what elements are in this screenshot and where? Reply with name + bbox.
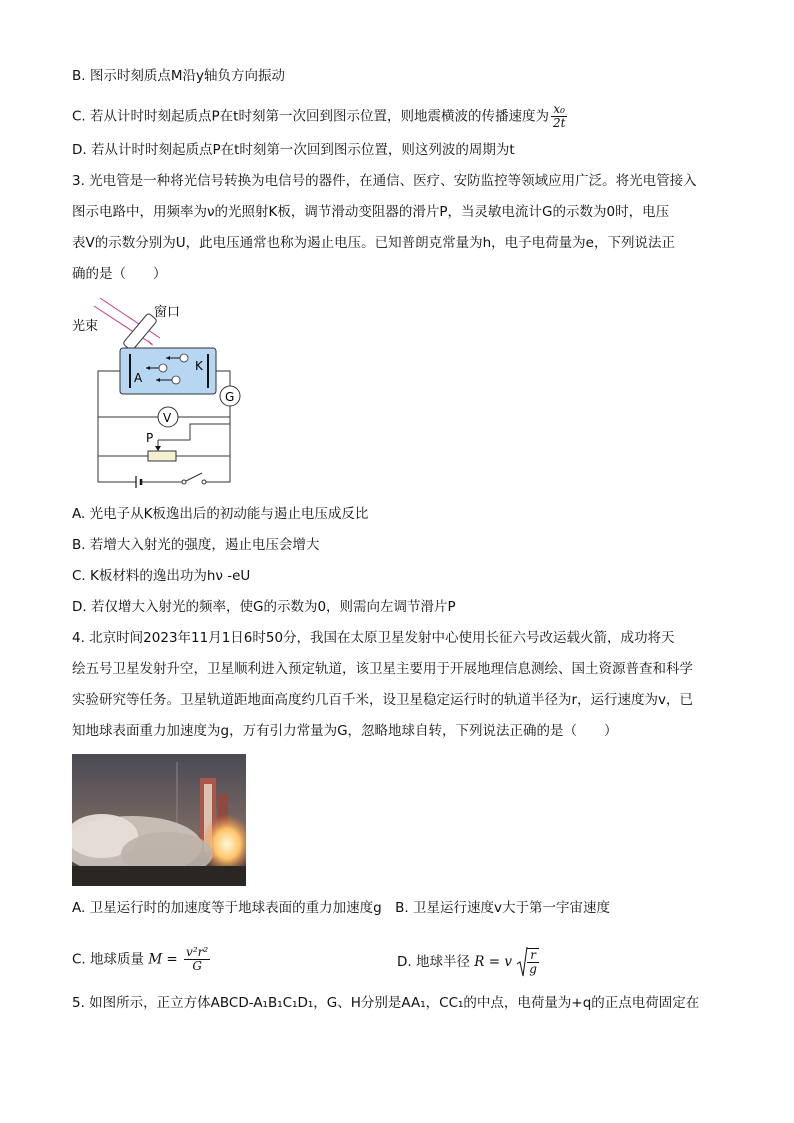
fraction-denominator: 2t [552,116,566,130]
q4-option-d [397,946,541,978]
fraction-numerator: r [530,948,536,962]
q3-option-b: B. 若增大入射光的强度，遏止电压会增大 [72,537,320,553]
q3-option-d: D. 若仅增大入射光的频率，使G的示数为0，则需向左调节滑片P [72,599,456,615]
q2-option-c-fraction [551,103,567,130]
photoelectric-circuit-diagram [70,296,250,494]
plate-a-label: A [134,371,143,385]
q4-stem-line-4: 知地球表面重力加速度为g，万有引力常量为G，忽略地球自转，下列说法正确的是（ ） [72,723,618,739]
q4-stem-line-3: 实验研究等任务。卫星轨道距地面高度约几百千米，设卫星稳定运行时的轨道半径为r，运行速度为v，已 [72,692,694,708]
tube-window [123,313,158,351]
rocket-launch-photo [72,754,246,886]
voltmeter-label: V [163,411,172,425]
switch [182,480,186,484]
q4-option-c-lhs: M = [148,951,178,968]
circuit-wire [216,371,230,386]
rheostat [148,451,176,461]
square-root-sign [516,946,541,978]
q3-stem-line-3: 表V的示数分别为U，此电压通常也称为遏止电压。已知普朗克常量为h，电子电荷量为e，下列说法正 [72,235,675,251]
plate-k-label: K [195,359,203,373]
q4-option-d-text: D. 地球半径 [397,954,470,970]
q5-stem-line-1: 5. 如图所示，正立方体ABCD-A₁B₁C₁D₁，G、H分别是AA₁，CC₁的中点，电荷量为+q的正点电荷固定在 [72,995,700,1011]
q4-stem-line-2: 绘五号卫星发射升空，卫星顺利进入预定轨道，该卫星主要用于开展地理信息测绘、国土资源普查和科学 [72,661,693,677]
q4-option-c-fraction [184,946,210,973]
fraction-numerator: x₀ [553,102,565,116]
q4-option-ab: A. 卫星运行时的加速度等于地球表面的重力加速度g B. 卫星运行速度v大于第一宇宙速度 [72,900,610,916]
q2-option-c-text: C. 若从计时时刻起质点P在t时刻第一次回到图示位置，则地震横波的传播速度为 [72,108,549,125]
window-label: 窗口 [154,305,181,320]
q3-option-c: C. K板材料的逸出功为hν -eU [72,568,251,584]
q3-stem-line-1: 3. 光电管是一种将光信号转换为电信号的器件，在通信、医疗、安防监控等领域应用广泛。将光电管接入 [72,173,697,189]
q4-option-d-lhs: R = v [474,954,512,970]
q4-stem-line-1: 4. 北京时间2023年11月1日6时50分，我国在太原卫星发射中心使用长征六号改运载火箭，成功将天 [72,630,675,646]
fraction-denominator: G [184,959,210,973]
electron [159,364,167,372]
q4-option-c-text: C. 地球质量 [72,951,145,968]
beam-label: 光束 [72,319,99,334]
q2-option-d: D. 若从计时时刻起质点P在t时刻第一次回到图示位置，则这列波的周期为t [72,142,515,158]
q3-stem-line-4: 确的是（ ） [72,266,167,282]
q2-option-c [72,103,569,130]
q4-option-d-fraction [527,948,539,976]
slider-label: P [146,431,154,445]
q3-option-a: A. 光电子从K板逸出后的初动能与遏止电压成反比 [72,506,369,522]
q2-option-b: B. 图示时刻质点M沿y轴负方向振动 [72,68,285,84]
fraction-numerator: v²r² [186,945,209,959]
galvanometer-label: G [225,390,235,404]
electron [172,376,180,384]
circuit-wire [98,371,120,456]
electron [180,354,188,362]
fraction-denominator: g [529,962,537,976]
q4-option-c [72,946,212,973]
q3-stem-line-2: 图示电路中，用频率为ν的光照射K板，调节滑动变阻器的滑片P，当灵敏电流计G的示数为0时，电压 [72,204,670,220]
